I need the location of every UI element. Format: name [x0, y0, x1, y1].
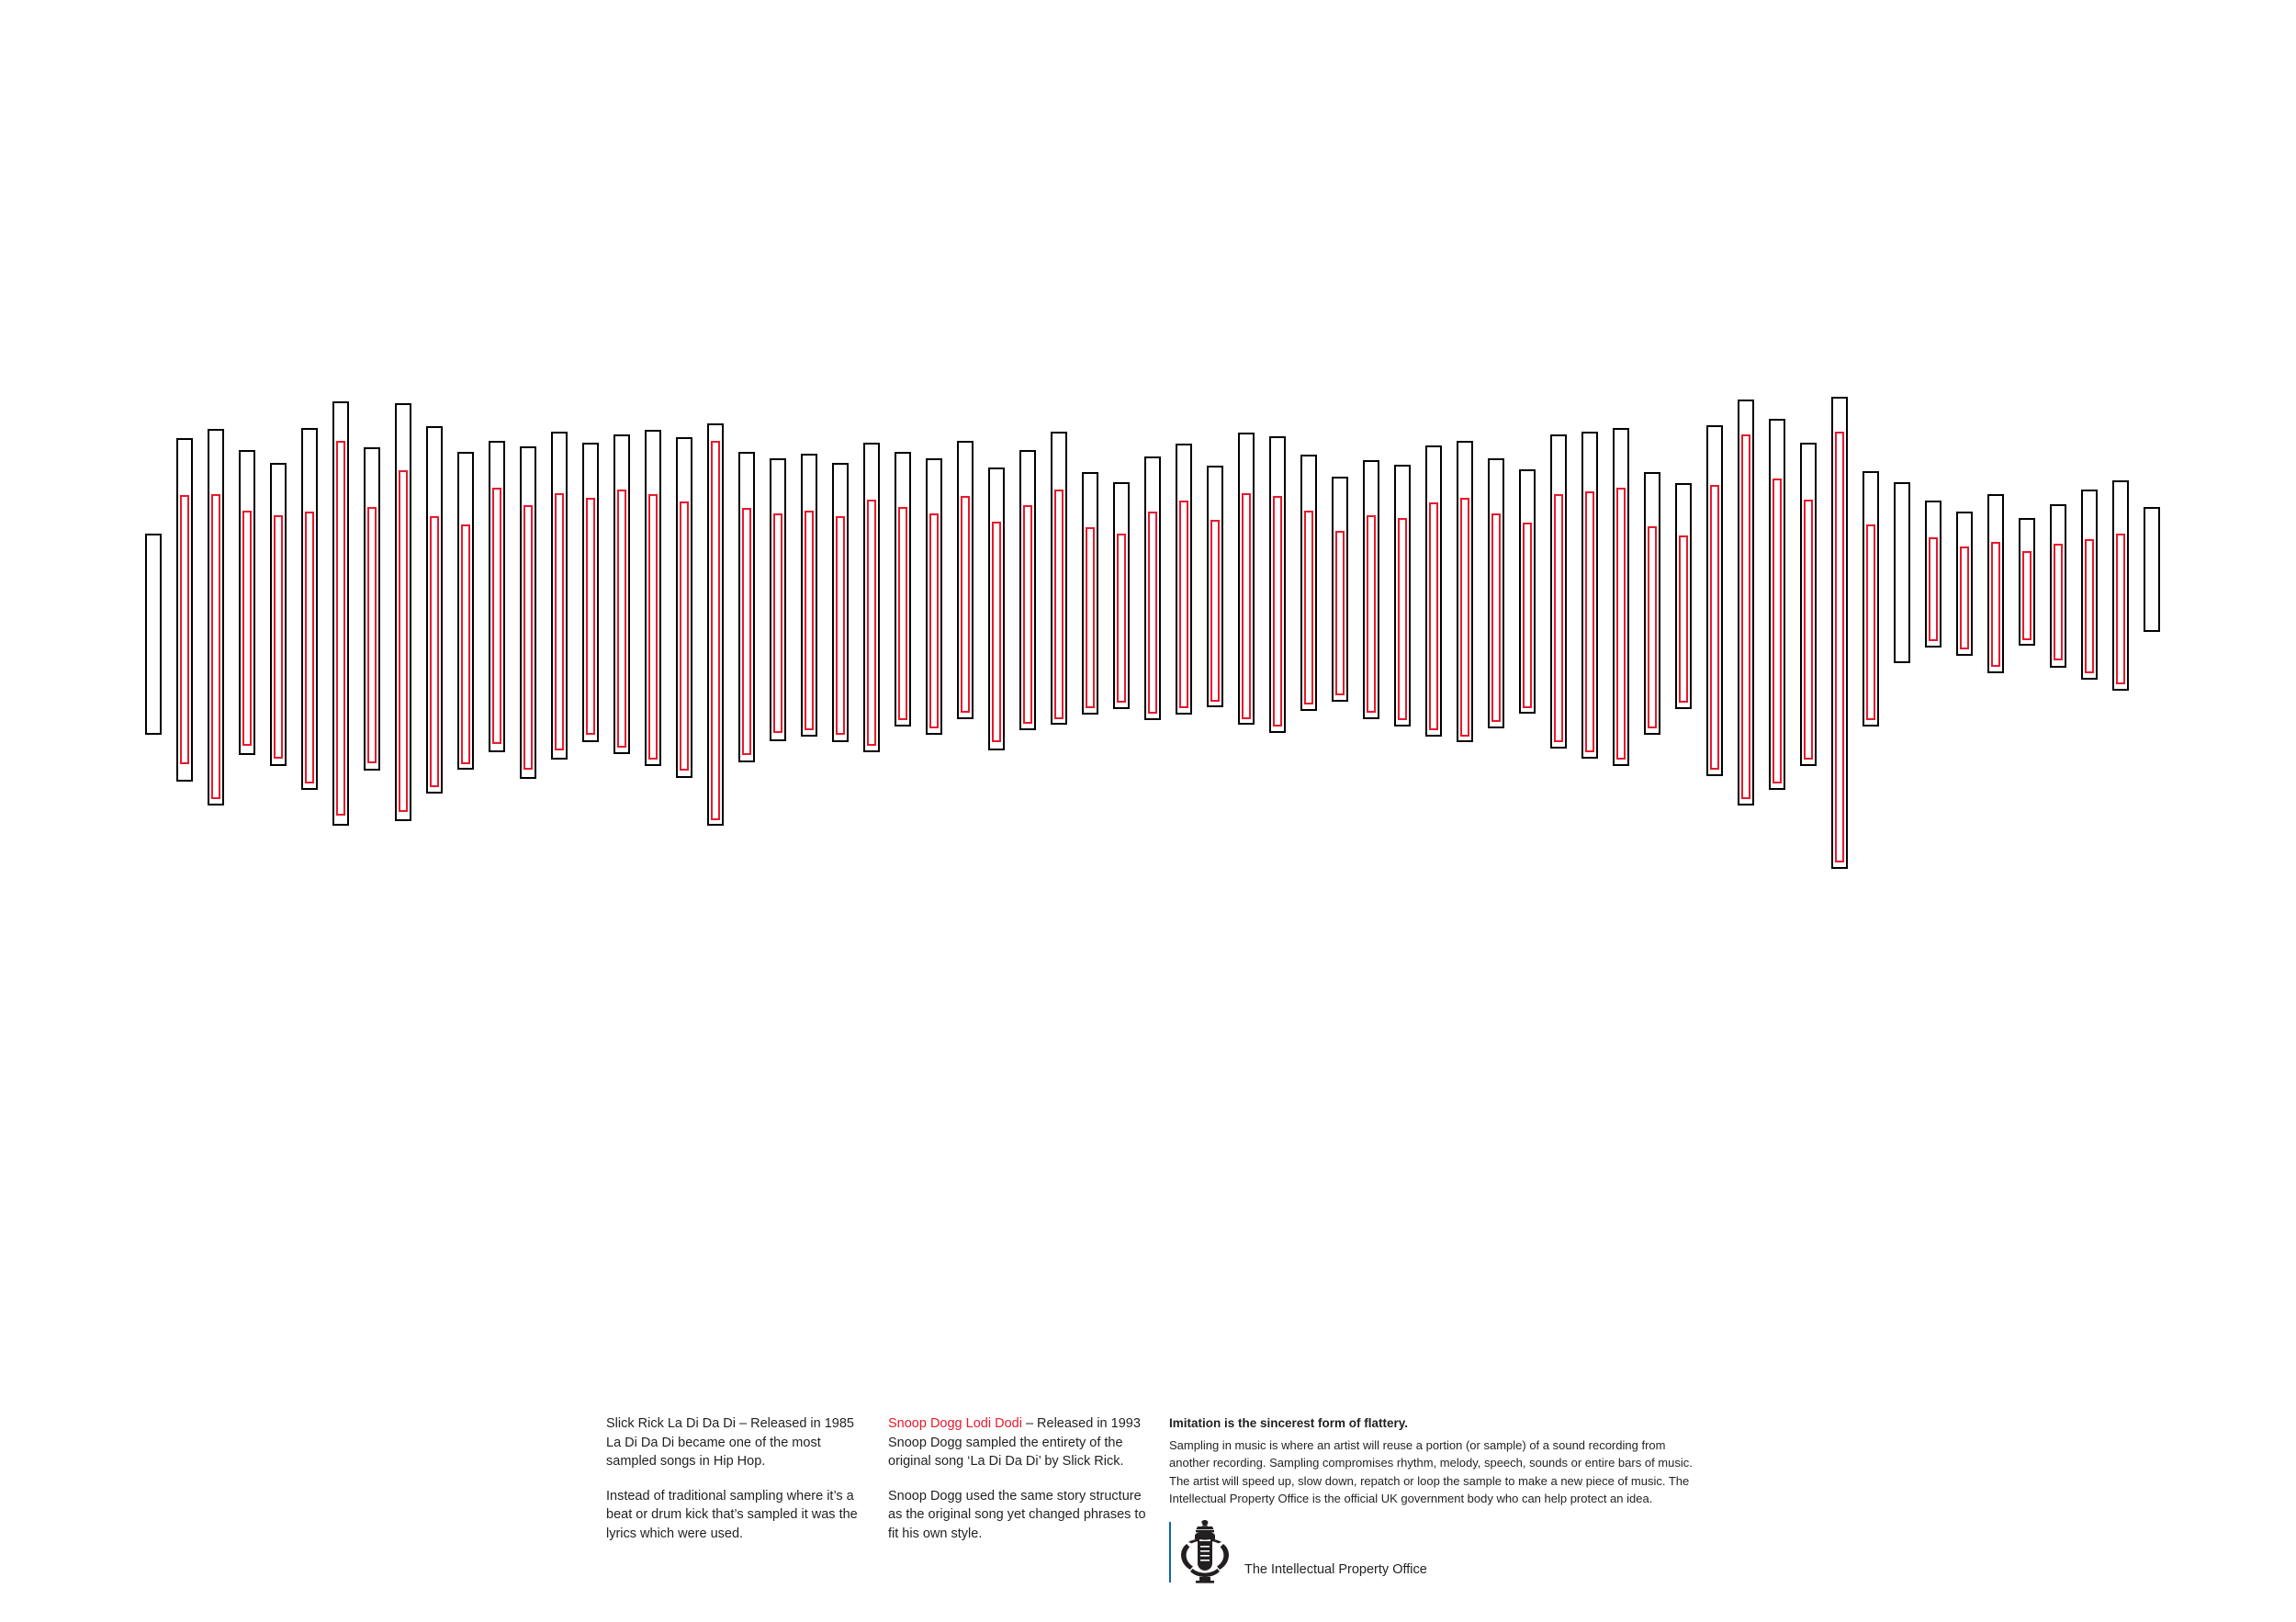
- slick-rick-paragraph-2: Instead of traditional sampling where it’s a beat or drum kick that’s sampled it was the lyrics which were used.: [606, 1488, 858, 1541]
- waveform-bar: [1019, 395, 1036, 1185]
- waveform-bar: [426, 395, 443, 1185]
- bar-snoop-dogg: [1554, 494, 1563, 742]
- bar-snoop-dogg: [867, 500, 876, 746]
- bar-snoop-dogg: [430, 516, 439, 786]
- bar-snoop-dogg: [1335, 531, 1345, 695]
- bar-snoop-dogg: [555, 493, 564, 750]
- waveform-bar: [863, 395, 880, 1185]
- explainer-heading: Imitation is the sincerest form of flattery.: [1169, 1416, 1409, 1430]
- bar-snoop-dogg: [1023, 505, 1032, 723]
- waveform-bar: [301, 395, 318, 1185]
- bar-snoop-dogg: [461, 524, 470, 764]
- waveform-bar: [1831, 395, 1848, 1185]
- waveform-bar: [895, 395, 911, 1185]
- bar-snoop-dogg: [742, 508, 751, 755]
- waveform-bar: [1800, 395, 1817, 1185]
- bar-snoop-dogg: [1773, 479, 1782, 783]
- bar-snoop-dogg: [1210, 520, 1220, 702]
- bar-snoop-dogg: [1991, 542, 2000, 667]
- bar-snoop-dogg: [648, 494, 658, 760]
- bar-snoop-dogg: [617, 490, 626, 747]
- waveform-bar: [2144, 395, 2160, 1185]
- bar-snoop-dogg: [805, 511, 814, 730]
- bar-snoop-dogg: [1273, 496, 1282, 727]
- bar-snoop-dogg: [492, 488, 501, 744]
- waveform-bar: [1363, 395, 1379, 1185]
- bar-snoop-dogg: [1242, 493, 1251, 719]
- waveform-bar: [332, 395, 349, 1185]
- waveform-bar: [1550, 395, 1567, 1185]
- bar-snoop-dogg: [1491, 513, 1501, 722]
- bar-snoop-dogg: [1585, 491, 1594, 752]
- bar-snoop-dogg: [1523, 523, 1532, 707]
- bar-snoop-dogg: [586, 498, 595, 735]
- bar-snoop-dogg: [1054, 490, 1064, 718]
- waveform-bar: [1519, 395, 1536, 1185]
- waveform-bar: [145, 395, 162, 1185]
- bar-snoop-dogg: [1179, 501, 1188, 707]
- waveform-bar: [738, 395, 755, 1185]
- bar-snoop-dogg: [1960, 546, 1969, 649]
- waveform-bar: [1644, 395, 1660, 1185]
- caption-column-slick-rick: [606, 1414, 872, 1559]
- waveform-bar: [2081, 395, 2098, 1185]
- waveform-bar: [208, 395, 224, 1185]
- bar-snoop-dogg: [773, 513, 782, 733]
- waveform-bar: [270, 395, 287, 1185]
- waveform-bar: [832, 395, 849, 1185]
- bar-snoop-dogg: [2054, 544, 2063, 660]
- snoop-dogg-title: Snoop Dogg Lodi Dodi: [888, 1416, 1022, 1431]
- waveform-bar: [707, 395, 724, 1185]
- waveform-bar: [770, 395, 786, 1185]
- waveform-bar: [1425, 395, 1442, 1185]
- waveform-bar: [2050, 395, 2066, 1185]
- ipo-name-label: The Intellectual Property Office: [1244, 1562, 1427, 1577]
- bar-slick-rick: [145, 534, 162, 734]
- explainer-body: Sampling in music is where an artist will reuse a portion (or sample) of a sound recording from another recording. Sampling compromises rhythm, melody, speech, sounds or entire bars of music. The artist will speed up, slow down, repatch or loop the sample to make a new piece of music. The Intellectual Property Office is the official UK government body who can help protect an idea.: [1169, 1438, 1693, 1505]
- bar-slick-rick: [1894, 482, 1910, 664]
- waveform-bar: [1332, 395, 1348, 1185]
- waveform-bar: [1738, 395, 1754, 1185]
- waveform-bar: [1300, 395, 1317, 1185]
- waveform-bar: [645, 395, 661, 1185]
- waveform-bar: [1675, 395, 1692, 1185]
- bar-snoop-dogg: [399, 470, 408, 812]
- bar-snoop-dogg: [523, 505, 533, 769]
- bar-snoop-dogg: [211, 494, 220, 800]
- snoop-dogg-paragraph-2: Snoop Dogg used the same story structure as the original song yet changed phrases to fit his own style.: [888, 1488, 1146, 1541]
- waveform-bar: [1176, 395, 1192, 1185]
- bar-snoop-dogg: [1929, 537, 1938, 642]
- bar-snoop-dogg: [1616, 488, 1626, 760]
- waveform-bar: [1894, 395, 1910, 1185]
- waveform-bar: [457, 395, 474, 1185]
- bar-snoop-dogg: [898, 507, 907, 720]
- waveform-chart: [138, 395, 2167, 1185]
- bar-snoop-dogg: [1710, 485, 1719, 770]
- bar-snoop-dogg: [242, 511, 252, 746]
- logo-rule: [1169, 1522, 1171, 1583]
- royal-crest-icon: [1176, 1518, 1234, 1584]
- waveform-bar: [520, 395, 536, 1185]
- bar-snoop-dogg: [929, 513, 939, 728]
- bar-snoop-dogg: [1367, 515, 1376, 713]
- waveform-bar: [988, 395, 1005, 1185]
- waveform-bar: [239, 395, 255, 1185]
- bar-snoop-dogg: [680, 501, 689, 771]
- bar-snoop-dogg: [1304, 511, 1313, 705]
- bar-snoop-dogg: [992, 522, 1001, 743]
- waveform-bar: [926, 395, 942, 1185]
- waveform-bar: [1613, 395, 1629, 1185]
- bar-snoop-dogg: [1679, 535, 1688, 703]
- waveform-bar: [2112, 395, 2129, 1185]
- bar-snoop-dogg: [274, 515, 283, 759]
- bar-snoop-dogg: [1398, 518, 1407, 720]
- bar-snoop-dogg: [1648, 526, 1657, 728]
- bar-snoop-dogg: [1804, 500, 1813, 760]
- waveform-bar: [1987, 395, 2004, 1185]
- bar-snoop-dogg: [1148, 512, 1157, 714]
- crest-wrap: [1169, 1518, 1235, 1584]
- waveform-bar: [551, 395, 568, 1185]
- waveform-bar: [1051, 395, 1067, 1185]
- waveform-bar: [1113, 395, 1130, 1185]
- waveform-bar: [801, 395, 817, 1185]
- bar-snoop-dogg: [367, 507, 377, 763]
- waveform-bar: [1581, 395, 1598, 1185]
- waveform-bar: [364, 395, 380, 1185]
- waveform-bar: [676, 395, 692, 1185]
- waveform-bar: [1956, 395, 1973, 1185]
- bar-snoop-dogg: [711, 441, 720, 820]
- bar-snoop-dogg: [2022, 551, 2032, 639]
- bar-snoop-dogg: [1741, 434, 1750, 799]
- waveform-bar: [2019, 395, 2035, 1185]
- waveform-bar: [1144, 395, 1161, 1185]
- caption-column-explainer: [1169, 1414, 1702, 1507]
- bar-snoop-dogg: [1086, 527, 1095, 707]
- waveform-bar: [1706, 395, 1723, 1185]
- waveform-bar: [582, 395, 599, 1185]
- snoop-dogg-paragraph-1-rest: – Released in 1993 Snoop Dogg sampled the entirety of the original song ‘La Di Da Di’ by Slick Rick.: [888, 1416, 1141, 1470]
- waveform-bar: [395, 395, 411, 1185]
- waveform-bar: [1269, 395, 1286, 1185]
- waveform-bar: [1488, 395, 1504, 1185]
- caption-column-snoop-dogg: [888, 1414, 1154, 1559]
- waveform-bar: [1238, 395, 1255, 1185]
- snoop-dogg-paragraph-1: [888, 1414, 1154, 1471]
- bar-snoop-dogg: [2085, 539, 2094, 673]
- waveform-bar: [1925, 395, 1941, 1185]
- bar-snoop-dogg: [1866, 524, 1875, 720]
- waveform-bar: [957, 395, 974, 1185]
- waveform-bar: [176, 395, 193, 1185]
- bar-snoop-dogg: [336, 441, 345, 816]
- waveform-bar: [1863, 395, 1879, 1185]
- bar-slick-rick: [2144, 507, 2160, 632]
- bar-snoop-dogg: [180, 495, 189, 764]
- waveform-bar: [1082, 395, 1098, 1185]
- slick-rick-paragraph-1: Slick Rick La Di Da Di – Released in 1985 La Di Da Di became one of the most sampled songs in Hip Hop.: [606, 1416, 854, 1470]
- waveform-bar: [489, 395, 505, 1185]
- waveform-bar: [1457, 395, 1473, 1185]
- bar-snoop-dogg: [305, 512, 314, 783]
- bar-snoop-dogg: [1117, 534, 1126, 703]
- bar-snoop-dogg: [1835, 432, 1844, 863]
- bar-snoop-dogg: [1429, 502, 1438, 730]
- ipo-logo: [1169, 1518, 1427, 1584]
- waveform-bar: [1769, 395, 1785, 1185]
- bar-snoop-dogg: [836, 516, 845, 734]
- waveform-bar: [613, 395, 630, 1185]
- waveform-bar: [1394, 395, 1411, 1185]
- bar-snoop-dogg: [961, 496, 970, 713]
- waveform-bar: [1207, 395, 1223, 1185]
- bar-snoop-dogg: [1460, 498, 1469, 737]
- bar-snoop-dogg: [2116, 534, 2125, 683]
